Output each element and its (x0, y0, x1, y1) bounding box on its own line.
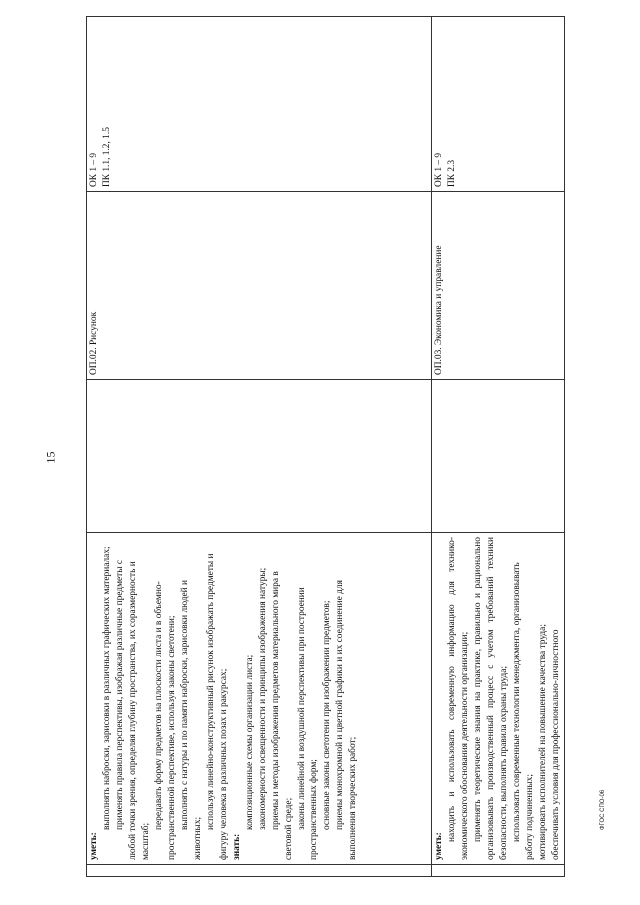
competencies-cell: ОК 1 – 9 ПК 2.3 (432, 17, 565, 192)
skill-item: мотивировать исполнителей на повышение качества труда; (537, 624, 548, 860)
hours-cell (432, 380, 565, 533)
skill-item: применять правила перспективы, изображая различные предметы с любой точки зрения, определяя глубину пространства, их соразмерность и масштаб; (114, 559, 151, 860)
knowledge-item: композиционные схемы организации листа; (244, 654, 255, 830)
rotated-table-container (86, 17, 561, 877)
discipline-cell: ОП.03. Экономика и управление (432, 192, 565, 380)
requirements-cell (432, 533, 565, 865)
hours-cell (87, 380, 432, 533)
skill-item: выполнять с натуры и по памяти наброски, зарисовки людей и животных; (179, 579, 203, 860)
table-row (87, 17, 432, 877)
skills-heading: уметь: (434, 832, 444, 860)
knowledge-item: приемы и методы изображения предметов материального мира в световой среде; (270, 571, 294, 860)
competencies-cell: ОК 1 – 9 ПК 1.1, 1.2, 1.5 (87, 17, 432, 192)
skill-item: применять теоретические знания на практике, правильно и рационально организовывать производственный процесс с учетом требований техники безопасности, выполнять правила охраны труда; (472, 537, 509, 860)
page-number: 15 (43, 451, 58, 464)
skill-item: используя линейно-конструктивный рисунок изображать предметы и фигуру человека в различных позах и ракурсах; (205, 553, 229, 860)
skill-item: выполнять наброски, зарисовки в различных графических материалах; (101, 546, 112, 830)
footer-label: ФГОС СПО-06 (600, 789, 606, 830)
knowledge-item: закономерности освещенности и принципы изображения натуры; (257, 567, 268, 830)
table-row (432, 17, 565, 877)
knowledge-item: основные законы светотени при изображении предметов; (322, 600, 333, 830)
knowledge-heading: знать: (231, 833, 242, 860)
knowledge-item: приемы монохромной и цветной графики и их соединение для выполнения творческих работ; (335, 580, 359, 860)
skill-item: использовать современные технологии менеджмента, организовывать работу подчиненных; (511, 562, 535, 860)
skill-item: обеспечивать условия для профессионально-личностного (550, 629, 561, 860)
index-cell (87, 865, 432, 877)
index-cell (432, 865, 565, 877)
knowledge-item: законы линейной и воздушной перспективы при построении пространственных форм; (296, 587, 320, 860)
curriculum-table (86, 16, 565, 877)
skill-item: находить и использовать современную информацию для технико-экономического обоснования деятельности организации; (446, 537, 470, 860)
skills-heading: уметь: (89, 832, 99, 860)
skill-item: передавать форму предметов на плоскости листа и в объемно-пространственной перспективе, используя законы светотени; (153, 581, 177, 860)
discipline-cell: ОП.02. Рисунок (87, 192, 432, 380)
requirements-cell (87, 533, 432, 865)
